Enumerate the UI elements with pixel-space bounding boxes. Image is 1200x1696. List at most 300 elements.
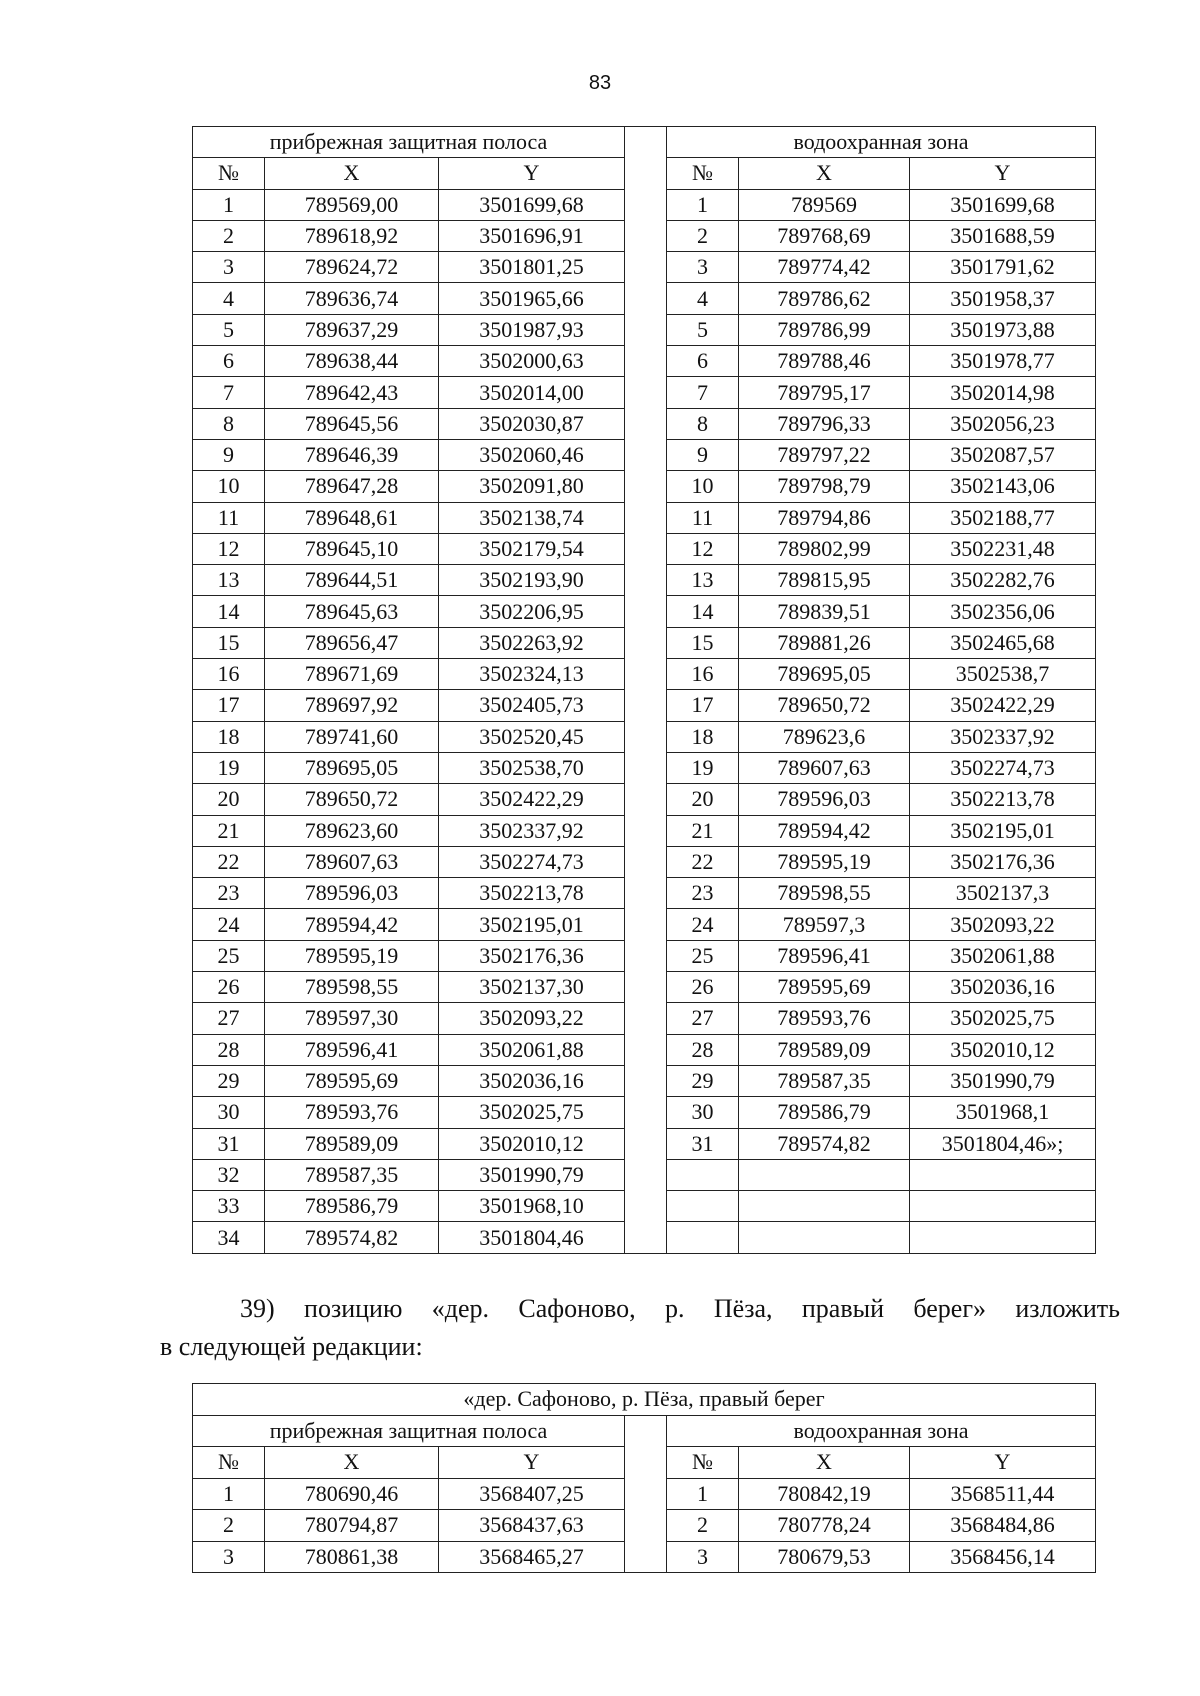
table-cell: 789650,72	[265, 784, 439, 815]
table-cell	[625, 283, 667, 314]
table-cell: 10	[193, 471, 265, 502]
table-cell: 789594,42	[265, 909, 439, 940]
table-cell: 789695,05	[739, 659, 910, 690]
table-cell: 789574,82	[265, 1222, 439, 1253]
table-row	[193, 878, 1096, 909]
coordinates-table	[192, 1383, 1096, 1573]
table-cell: 789623,6	[739, 721, 910, 752]
table-row	[193, 1159, 1096, 1190]
table-cell: 3568437,63	[439, 1510, 625, 1542]
table-cell: 789796,33	[739, 408, 910, 439]
table-cell: 3502000,63	[439, 346, 625, 377]
table-cell: 4	[193, 283, 265, 314]
table-cell: 3502036,16	[910, 972, 1096, 1003]
table-cell: 1	[667, 1478, 739, 1510]
table-cell: 3568511,44	[910, 1478, 1096, 1510]
column-header: Y	[910, 158, 1096, 189]
table-cell: 3502025,75	[439, 1097, 625, 1128]
table-cell: 2	[667, 220, 739, 251]
table-cell: 789574,82	[739, 1128, 910, 1159]
table-cell: 6	[667, 346, 739, 377]
table-cell: 20	[667, 784, 739, 815]
table-cell	[625, 752, 667, 783]
table-cell	[625, 220, 667, 251]
table-cell: 789802,99	[739, 533, 910, 564]
table-cell: 2	[193, 1510, 265, 1542]
column-header: X	[265, 158, 439, 189]
table-cell: 3502538,7	[910, 659, 1096, 690]
table-row	[193, 1478, 1096, 1510]
column-header: №	[667, 158, 739, 189]
table-cell: 3502337,92	[439, 815, 625, 846]
table-cell	[625, 346, 667, 377]
table-cell	[625, 659, 667, 690]
column-header: X	[739, 1447, 910, 1479]
table-cell	[625, 1222, 667, 1253]
table-cell: 3502538,70	[439, 752, 625, 783]
table-cell	[625, 627, 667, 658]
table-cell: 789623,60	[265, 815, 439, 846]
table-cell: 780861,38	[265, 1541, 439, 1573]
table-cell: 12	[667, 533, 739, 564]
table-row	[193, 784, 1096, 815]
table-cell: 3502093,22	[910, 909, 1096, 940]
column-header: X	[739, 158, 910, 189]
table-cell: 24	[667, 909, 739, 940]
table-cell: 3502422,29	[439, 784, 625, 815]
table-cell: 789624,72	[265, 252, 439, 283]
table-cell: 16	[667, 659, 739, 690]
table-cell: 26	[667, 972, 739, 1003]
table-cell	[625, 158, 667, 189]
table-cell: 3502087,57	[910, 439, 1096, 470]
table-cell	[910, 1191, 1096, 1222]
table-cell: 22	[193, 846, 265, 877]
table-cell	[739, 1159, 910, 1190]
table-cell	[625, 909, 667, 940]
table-cell: 28	[193, 1034, 265, 1065]
table-cell	[625, 189, 667, 220]
table-cell: 789607,63	[265, 846, 439, 877]
table-cell: 3502061,88	[439, 1034, 625, 1065]
table-cell: 789638,44	[265, 346, 439, 377]
table-cell: 789794,86	[739, 502, 910, 533]
table-cell: 34	[193, 1222, 265, 1253]
table-cell: 3568456,14	[910, 1541, 1096, 1573]
table-row	[193, 1034, 1096, 1065]
table-cell: 789788,46	[739, 346, 910, 377]
table-row	[193, 377, 1096, 408]
table-cell: 9	[193, 439, 265, 470]
table-cell: 3502263,92	[439, 627, 625, 658]
table-cell: 3	[193, 252, 265, 283]
table-cell: 11	[667, 502, 739, 533]
table-cell: 789595,19	[265, 940, 439, 971]
table-cell: 27	[193, 1003, 265, 1034]
table-cell: 9	[667, 439, 739, 470]
table-cell: 3502356,06	[910, 596, 1096, 627]
table-cell	[625, 471, 667, 502]
table-cell: 789607,63	[739, 752, 910, 783]
table-cell	[625, 565, 667, 596]
table-row	[193, 283, 1096, 314]
table-cell	[625, 1034, 667, 1065]
table-cell: 21	[193, 815, 265, 846]
table-row	[193, 721, 1096, 752]
table-row	[193, 1510, 1096, 1542]
table-cell: 780842,19	[739, 1478, 910, 1510]
table-cell: 5	[667, 314, 739, 345]
column-header: Y	[910, 1447, 1096, 1479]
table-cell: 3502520,45	[439, 721, 625, 752]
table-cell	[910, 1159, 1096, 1190]
table-title-row	[193, 1384, 1096, 1416]
table-cell: 14	[193, 596, 265, 627]
table-cell: 789596,03	[739, 784, 910, 815]
table-cell: 3502176,36	[439, 940, 625, 971]
table-cell	[625, 1003, 667, 1034]
table-cell: 3502056,23	[910, 408, 1096, 439]
table-cell: 789671,69	[265, 659, 439, 690]
table-row	[193, 471, 1096, 502]
table-cell: 789589,09	[265, 1128, 439, 1159]
table-row	[193, 846, 1096, 877]
table-cell: 24	[193, 909, 265, 940]
table-cell: 789595,69	[265, 1065, 439, 1096]
table-cell	[625, 1541, 667, 1573]
table-cell: 3501968,10	[439, 1191, 625, 1222]
table-cell: 3502337,92	[910, 721, 1096, 752]
table-cell: 18	[193, 721, 265, 752]
column-header: Y	[439, 1447, 625, 1479]
table-cell: 4	[667, 283, 739, 314]
column-header-row	[193, 1447, 1096, 1479]
table-row	[193, 502, 1096, 533]
table-cell	[910, 1222, 1096, 1253]
table-cell: 789741,60	[265, 721, 439, 752]
table-cell: 789596,03	[265, 878, 439, 909]
table-cell: 3502143,06	[910, 471, 1096, 502]
table-cell: 31	[667, 1128, 739, 1159]
table-cell: 16	[193, 659, 265, 690]
table-cell: 780679,53	[739, 1541, 910, 1573]
table-cell: 3502213,78	[439, 878, 625, 909]
table-row	[193, 972, 1096, 1003]
table-cell: 6	[193, 346, 265, 377]
table-cell: 23	[667, 878, 739, 909]
table-cell: 789645,56	[265, 408, 439, 439]
table-cell: 30	[667, 1097, 739, 1128]
table-cell	[625, 1128, 667, 1159]
table-cell	[625, 846, 667, 877]
table-cell: 12	[193, 533, 265, 564]
table-row	[193, 1003, 1096, 1034]
table-cell: 3502093,22	[439, 1003, 625, 1034]
table-cell: 789569	[739, 189, 910, 220]
table-cell: 3501990,79	[910, 1065, 1096, 1096]
table-cell: 27	[667, 1003, 739, 1034]
table-cell: 789598,55	[739, 878, 910, 909]
table-cell: 3502195,01	[910, 815, 1096, 846]
table-cell: 3502465,68	[910, 627, 1096, 658]
table-cell: 3502010,12	[910, 1034, 1096, 1065]
table-cell: 1	[667, 189, 739, 220]
table-cell: 3502179,54	[439, 533, 625, 564]
table-cell: 3502422,29	[910, 690, 1096, 721]
column-header-row	[193, 158, 1096, 189]
table-cell: 3502274,73	[910, 752, 1096, 783]
table-row	[193, 940, 1096, 971]
table-cell: 3502188,77	[910, 502, 1096, 533]
table-cell: 789597,3	[739, 909, 910, 940]
table-cell	[625, 596, 667, 627]
paragraph-line: 39) позицию «дер. Сафоново, р. Пёза, правый берег» изложить	[240, 1294, 1120, 1323]
table-cell: 3501973,88	[910, 314, 1096, 345]
table-cell	[625, 784, 667, 815]
table-cell: 789797,22	[739, 439, 910, 470]
table-row	[193, 1191, 1096, 1222]
table-cell: 3501987,93	[439, 314, 625, 345]
table-cell: 1	[193, 1478, 265, 1510]
group-header: прибрежная защитная полоса	[193, 127, 625, 158]
table-cell: 11	[193, 502, 265, 533]
table-cell: 789589,09	[739, 1034, 910, 1065]
table-row	[193, 659, 1096, 690]
table-cell: 3501696,91	[439, 220, 625, 251]
column-header: №	[667, 1447, 739, 1479]
table-cell: 3502036,16	[439, 1065, 625, 1096]
table-cell: 3	[667, 252, 739, 283]
table-cell: 8	[667, 408, 739, 439]
table-row	[193, 252, 1096, 283]
column-header: Y	[439, 158, 625, 189]
table-cell: 789618,92	[265, 220, 439, 251]
column-header: №	[193, 158, 265, 189]
table-cell: 789597,30	[265, 1003, 439, 1034]
table-cell: 29	[193, 1065, 265, 1096]
page-number: 83	[588, 72, 612, 94]
table-cell: 789644,51	[265, 565, 439, 596]
table-cell: 789586,79	[739, 1097, 910, 1128]
table-cell: 3501699,68	[439, 189, 625, 220]
table-cell	[625, 408, 667, 439]
table-cell: 3501968,1	[910, 1097, 1096, 1128]
table-cell: 3502030,87	[439, 408, 625, 439]
table-row	[193, 346, 1096, 377]
table-cell: 31	[193, 1128, 265, 1159]
table-cell: 3501978,77	[910, 346, 1096, 377]
table-row	[193, 690, 1096, 721]
table-cell: 780794,87	[265, 1510, 439, 1542]
table-row	[193, 220, 1096, 251]
table-cell: 13	[193, 565, 265, 596]
table-cell: 789815,95	[739, 565, 910, 596]
table-cell	[625, 377, 667, 408]
table-cell: 19	[667, 752, 739, 783]
table-cell: 3502137,30	[439, 972, 625, 1003]
table-cell: 28	[667, 1034, 739, 1065]
table-row	[193, 1097, 1096, 1128]
table-cell: 8	[193, 408, 265, 439]
column-header: X	[265, 1447, 439, 1479]
table-cell: 780778,24	[739, 1510, 910, 1542]
table-cell: 15	[667, 627, 739, 658]
table-cell: 3568484,86	[910, 1510, 1096, 1542]
table-cell: 3501958,37	[910, 283, 1096, 314]
table-cell	[739, 1191, 910, 1222]
table-cell: 2	[667, 1510, 739, 1542]
group-header: водоохранная зона	[667, 127, 1096, 158]
table-cell: 17	[193, 690, 265, 721]
table-cell	[625, 314, 667, 345]
table-cell: 789774,42	[739, 252, 910, 283]
table-cell: 33	[193, 1191, 265, 1222]
table-cell: 3502176,36	[910, 846, 1096, 877]
table-cell: 3502195,01	[439, 909, 625, 940]
column-header: №	[193, 1447, 265, 1479]
table-cell: 7	[193, 377, 265, 408]
table-cell: 25	[667, 940, 739, 971]
table-cell: 3501990,79	[439, 1159, 625, 1190]
table-row	[193, 314, 1096, 345]
table-cell: 789645,10	[265, 533, 439, 564]
table-cell	[625, 721, 667, 752]
group-header: прибрежная защитная полоса	[193, 1415, 625, 1447]
table-cell	[625, 1478, 667, 1510]
table-cell: 19	[193, 752, 265, 783]
table-row	[193, 627, 1096, 658]
table-cell: 789587,35	[739, 1065, 910, 1096]
table-cell	[625, 1097, 667, 1128]
group-header-row	[193, 127, 1096, 158]
table-cell	[625, 1191, 667, 1222]
table-cell: 3502274,73	[439, 846, 625, 877]
table-cell: 789786,99	[739, 314, 910, 345]
table-cell: 789596,41	[739, 940, 910, 971]
paragraph-line: в следующей редакции:	[160, 1332, 423, 1361]
table-row	[193, 909, 1096, 940]
table-cell: 789636,74	[265, 283, 439, 314]
table-cell: 780690,46	[265, 1478, 439, 1510]
table-cell: 3502405,73	[439, 690, 625, 721]
table-cell: 789645,63	[265, 596, 439, 627]
table-cell: 789650,72	[739, 690, 910, 721]
table-cell: 789593,76	[265, 1097, 439, 1128]
table-cell: 789795,17	[739, 377, 910, 408]
table-cell: 3502282,76	[910, 565, 1096, 596]
table-cell: 789594,42	[739, 815, 910, 846]
table-cell	[625, 690, 667, 721]
table-cell	[625, 1510, 667, 1542]
table-cell: 3502324,13	[439, 659, 625, 690]
table-cell: 2	[193, 220, 265, 251]
table-cell: 22	[667, 846, 739, 877]
table-cell	[667, 1222, 739, 1253]
table-cell: 3	[193, 1541, 265, 1573]
coordinates-table	[192, 126, 1096, 1254]
table-cell: 18	[667, 721, 739, 752]
table-cell: 3502213,78	[910, 784, 1096, 815]
table-cell: 789593,76	[739, 1003, 910, 1034]
table-cell: 25	[193, 940, 265, 971]
table-row	[193, 752, 1096, 783]
table-cell: 789596,41	[265, 1034, 439, 1065]
table-row	[193, 189, 1096, 220]
table-cell: 789595,19	[739, 846, 910, 877]
table-cell: 17	[667, 690, 739, 721]
table-cell: 3502137,3	[910, 878, 1096, 909]
table-cell: 3568407,25	[439, 1478, 625, 1510]
table-cell: 15	[193, 627, 265, 658]
table-cell: 789768,69	[739, 220, 910, 251]
table-cell: 789569,00	[265, 189, 439, 220]
table-cell	[739, 1222, 910, 1253]
table-cell	[625, 1447, 667, 1479]
table-cell: 3501688,59	[910, 220, 1096, 251]
table-cell: 789595,69	[739, 972, 910, 1003]
table-cell: 3501791,62	[910, 252, 1096, 283]
table-row	[193, 439, 1096, 470]
table-cell	[625, 439, 667, 470]
table-title: «дер. Сафоново, р. Пёза, правый берег	[193, 1384, 1096, 1416]
table-cell	[625, 1415, 667, 1447]
table-cell: 3502025,75	[910, 1003, 1096, 1034]
table-cell: 3502091,80	[439, 471, 625, 502]
table-cell: 789697,92	[265, 690, 439, 721]
table-cell	[625, 127, 667, 158]
table-cell: 3	[667, 1541, 739, 1573]
table-row	[193, 565, 1096, 596]
table-cell: 789786,62	[739, 283, 910, 314]
table-cell	[625, 972, 667, 1003]
table-cell: 3502061,88	[910, 940, 1096, 971]
table-cell: 789798,79	[739, 471, 910, 502]
table-cell: 3502060,46	[439, 439, 625, 470]
table-cell	[625, 815, 667, 846]
table-cell: 789646,39	[265, 439, 439, 470]
table-cell: 789587,35	[265, 1159, 439, 1190]
table-cell	[625, 1065, 667, 1096]
group-header-row	[193, 1415, 1096, 1447]
table-cell: 3501801,25	[439, 252, 625, 283]
table-cell: 789695,05	[265, 752, 439, 783]
table-cell	[667, 1191, 739, 1222]
table-row	[193, 1065, 1096, 1096]
table-cell	[625, 878, 667, 909]
table-cell: 20	[193, 784, 265, 815]
table-cell: 789637,29	[265, 314, 439, 345]
table-cell: 3501965,66	[439, 283, 625, 314]
table-cell: 3502014,00	[439, 377, 625, 408]
table-row	[193, 1541, 1096, 1573]
table-cell: 3501804,46	[439, 1222, 625, 1253]
table-cell: 26	[193, 972, 265, 1003]
table-cell	[667, 1159, 739, 1190]
table-cell	[625, 1159, 667, 1190]
table-cell: 3502231,48	[910, 533, 1096, 564]
table-cell: 3501804,46»;	[910, 1128, 1096, 1159]
table-row	[193, 533, 1096, 564]
amendment-paragraph	[160, 1290, 1120, 1366]
table-cell: 1	[193, 189, 265, 220]
table-cell: 789656,47	[265, 627, 439, 658]
table-row	[193, 1222, 1096, 1253]
table-cell: 32	[193, 1159, 265, 1190]
table-row	[193, 815, 1096, 846]
table-cell: 3502193,90	[439, 565, 625, 596]
table-cell: 13	[667, 565, 739, 596]
table-cell	[625, 533, 667, 564]
